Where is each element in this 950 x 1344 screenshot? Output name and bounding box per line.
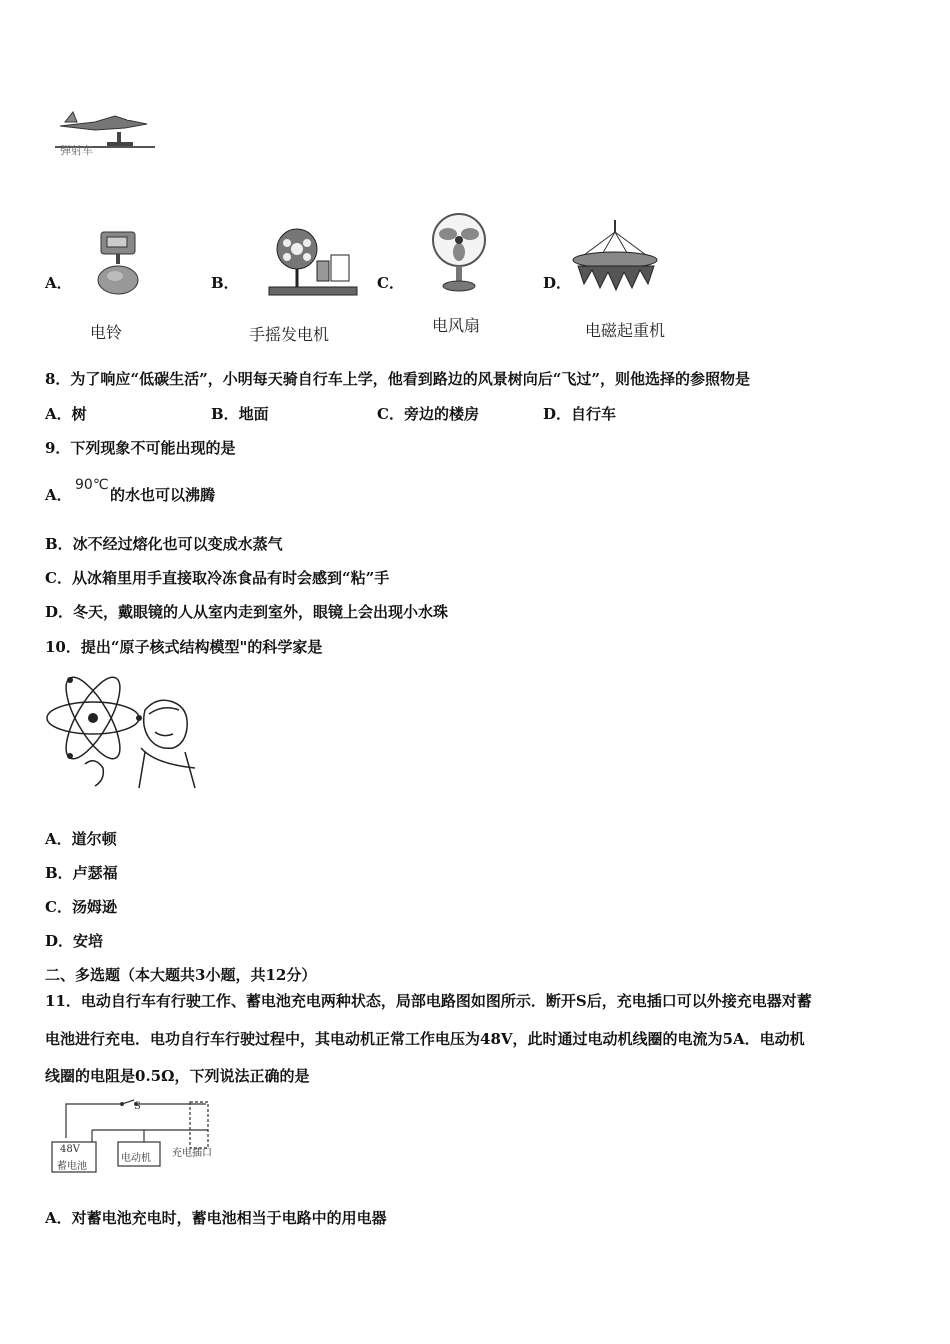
electric-bell-figure bbox=[93, 228, 145, 298]
q9-option-c: C．从冰箱里用手直接取冷冻食品有时会感到“粘”手 bbox=[45, 569, 390, 587]
q8-option-a: A．树 bbox=[45, 405, 87, 423]
circuit-switch-label: S bbox=[134, 1101, 141, 1112]
q10-option-c: C．汤姆逊 bbox=[45, 898, 117, 916]
electric-fan-figure bbox=[428, 212, 490, 292]
q7-option-d-caption: 电磁起重机 bbox=[585, 321, 666, 340]
q8-stem: 8．为了响应“低碳生活”，小明每天骑自行车上学，他看到路边的风景树向后“飞过”，则他选择的参照物是 bbox=[45, 370, 750, 388]
q8-option-c: C．旁边的楼房 bbox=[377, 405, 479, 423]
q10-option-d: D．安培 bbox=[45, 932, 104, 950]
q7-option-a-letter: A． bbox=[45, 274, 72, 292]
section-2-title: 二、多选题（本大题共3小题，共12分） bbox=[45, 966, 317, 984]
circuit-battery-voltage: 48V bbox=[60, 1144, 80, 1155]
q9-option-a-letter: A． bbox=[45, 486, 72, 504]
circuit-battery-label: 蓄电池 bbox=[57, 1161, 87, 1172]
electromagnetic-crane-figure bbox=[570, 218, 660, 296]
q9-option-a-temperature: 90℃ bbox=[75, 477, 109, 493]
circuit-socket-label: 充电插口 bbox=[172, 1148, 212, 1159]
rutherford-atom-figure bbox=[45, 668, 200, 793]
q11-option-a: A．对蓄电池充电时，蓄电池相当于电路中的用电器 bbox=[45, 1209, 387, 1227]
catapult-caption: 弹射车 bbox=[60, 144, 93, 157]
q9-option-d: D．冬天，戴眼镜的人从室内走到室外，眼镜上会出现小水珠 bbox=[45, 603, 449, 621]
q10-option-a: A．道尔顿 bbox=[45, 830, 117, 848]
q7-option-c-letter: C． bbox=[377, 274, 404, 292]
q7-option-c-caption: 电风扇 bbox=[432, 316, 481, 335]
circuit-motor-label: 电动机 bbox=[121, 1153, 151, 1164]
q7-option-b-letter: B． bbox=[211, 274, 239, 292]
hand-generator-figure bbox=[265, 225, 360, 300]
q7-option-d-letter: D． bbox=[543, 274, 572, 292]
q8-option-b: B．地面 bbox=[211, 405, 269, 423]
q9-stem: 9．下列现象不可能出现的是 bbox=[45, 439, 236, 457]
q9-option-a-text: 的水也可以沸腾 bbox=[110, 486, 216, 504]
q11-stem-line-1: 11．电动自行车有行驶工作、蓄电池充电两种状态，局部电路图如图所示．断开S后，充电插口可以外接充电器对蓄 bbox=[45, 992, 812, 1010]
q10-option-b: B．卢瑟福 bbox=[45, 864, 118, 882]
q11-stem-line-2: 电池进行充电．电功自行车行驶过程中，其电动机正常工作电压为48V，此时通过电动机线圈的电流为5A．电动机 bbox=[45, 1030, 805, 1048]
q7-option-a-caption: 电铃 bbox=[90, 323, 123, 342]
q10-stem: 10．提出“原子核式结构模型"的科学家是 bbox=[45, 638, 323, 656]
q11-stem-line-3: 线圈的电阻是0.5Ω，下列说法正确的是 bbox=[45, 1067, 310, 1085]
q8-option-d: D．自行车 bbox=[543, 405, 617, 423]
q7-option-b-caption: 手摇发电机 bbox=[249, 325, 330, 344]
q9-option-b: B．冰不经过熔化也可以变成水蒸气 bbox=[45, 535, 283, 553]
